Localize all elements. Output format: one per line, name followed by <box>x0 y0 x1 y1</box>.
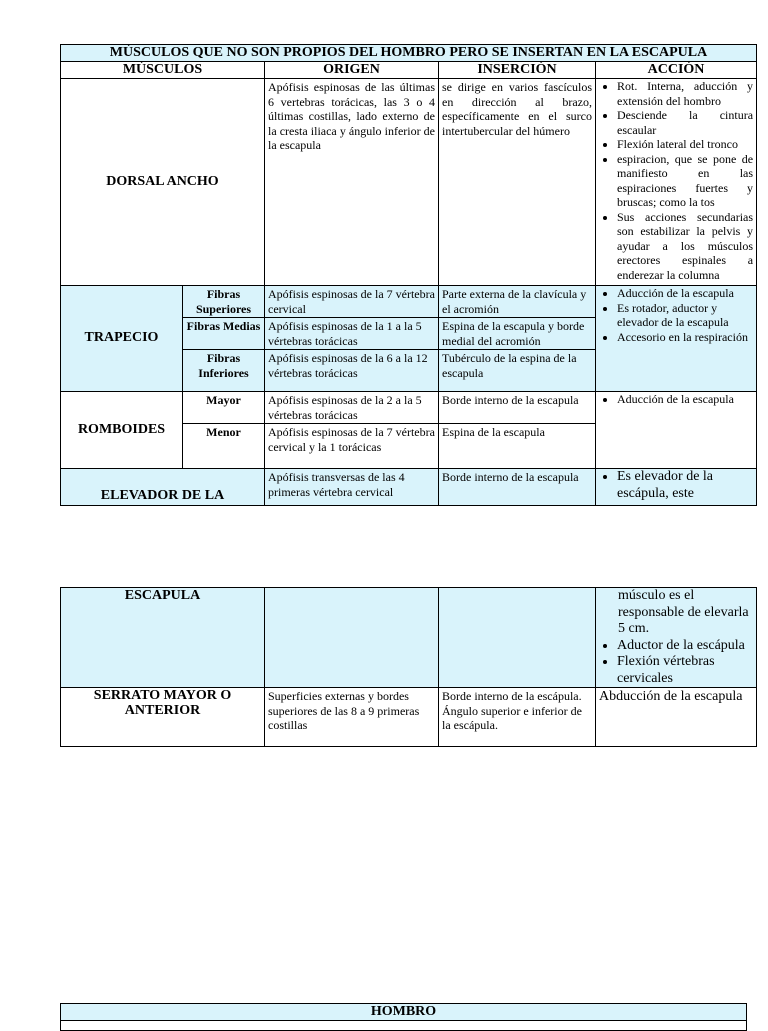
trapecio-actions <box>596 286 757 392</box>
list-item: • Aducción de la escapula <box>617 286 753 301</box>
elevador-actions-cont <box>596 588 757 688</box>
list-item: • Es rotador, aductor y elevador de la escapula <box>617 301 753 330</box>
serrato-action: Abducción de la escapula <box>596 688 757 747</box>
fiber-label: Fibras Inferiores <box>183 350 265 392</box>
muscle-elevador-cont: ESCAPULA <box>61 588 265 688</box>
hombro-title: HOMBRO <box>61 1004 747 1021</box>
list-item: • espiracion, que se pone de manifiesto en las espiraciones fuertes y bruscas; como la tos <box>617 152 753 210</box>
fiber-label: Fibras Medias <box>183 318 265 350</box>
list-item: • Es elevador de la escápula, este <box>617 469 753 502</box>
muscle-trapecio: TRAPECIO <box>61 286 183 392</box>
romboides-part-label: Menor <box>183 424 265 469</box>
fiber-insertion: Tubérculo de la espina de la escapula <box>439 350 596 392</box>
romboides-origin: Apófisis espinosas de la 7 vértebra cervical y la 1 torácicas <box>265 424 439 469</box>
muscle-dorsal-ancho: DORSAL ANCHO <box>61 79 265 286</box>
muscle-serrato: SERRATO MAYOR O ANTERIOR <box>61 688 265 747</box>
romboides-origin: Apófisis espinosas de la 2 a la 5 vértebras torácicas <box>265 392 439 424</box>
romboides-part-label: Mayor <box>183 392 265 424</box>
fiber-insertion: Espina de la escapula y borde medial del acromión <box>439 318 596 350</box>
empty-cell <box>439 588 596 688</box>
hombro-table <box>60 1003 747 1031</box>
serrato-origin: Superficies externas y bordes superiores de las 8 a 9 primeras costillas <box>265 688 439 747</box>
insertion-line: Borde interno de la escápula. <box>442 689 582 703</box>
header-insercion: INSERCIÓN <box>439 62 596 79</box>
elevador-origin: Apófisis transversas de las 4 primeras vértebra cervical <box>265 469 439 506</box>
fiber-origin: Apófisis espinosas de la 7 vértebra cervical <box>265 286 439 318</box>
romboides-insertion: Espina de la escapula <box>439 424 596 469</box>
dorsal-insertion: se dirige en varios fascículos en dirección al brazo, específicamente en el surco intertubercular del húmero <box>439 79 596 286</box>
fiber-origin: Apófisis espinosas de la 1 a la 5 vértebras torácicas <box>265 318 439 350</box>
dorsal-actions <box>596 79 757 286</box>
header-musculos: MÚSCULOS <box>61 62 265 79</box>
hombro-row <box>61 1021 747 1031</box>
list-item: • Accesorio en la respiración <box>617 330 753 345</box>
list-item: • Aductor de la escápula <box>617 638 753 655</box>
elevador-actions <box>596 469 757 506</box>
list-item: • Flexión lateral del tronco <box>617 137 753 152</box>
insertion-line: Ángulo superior e inferior de la escápula. <box>442 703 582 732</box>
action-continuation: músculo es el responsable de elevarla 5 cm. <box>618 588 749 636</box>
muscle-elevador: ELEVADOR DE LA <box>61 469 265 506</box>
muscles-table-part1 <box>60 44 757 506</box>
muscle-romboides: ROMBOIDES <box>61 392 183 469</box>
list-item: • Flexión vértebras cervicales <box>617 654 753 687</box>
header-accion: ACCIÓN <box>596 62 757 79</box>
empty-cell <box>265 588 439 688</box>
elevador-insertion: Borde interno de la escapula <box>439 469 596 506</box>
muscles-table-part2 <box>60 587 757 747</box>
header-origen: ORIGEN <box>265 62 439 79</box>
list-item: • Sus acciones secundarias son estabilizar la pelvis y ayudar a los músculos erectores espinales a enderezar la columna <box>617 210 753 283</box>
romboides-insertion: Borde interno de la escapula <box>439 392 596 424</box>
fiber-label: Fibras Superiores <box>183 286 265 318</box>
serrato-insertion <box>439 688 596 747</box>
list-item: • Rot. Interna, aducción y extensión del hombro <box>617 79 753 108</box>
dorsal-origin: Apófisis espinosas de las últimas 6 vertebras torácicas, las 3 o 4 últimas costillas, lado externo de la cresta iliaca y ángulo inferior de la escapula <box>265 79 439 286</box>
table-title: MÚSCULOS QUE NO SON PROPIOS DEL HOMBRO PERO SE INSERTAN EN LA ESCAPULA <box>61 45 757 62</box>
list-item: • Desciende la cintura escaular <box>617 108 753 137</box>
list-item: • Aducción de la escapula <box>617 392 753 407</box>
romboides-actions <box>596 392 757 469</box>
fiber-insertion: Parte externa de la clavícula y el acromión <box>439 286 596 318</box>
fiber-origin: Apófisis espinosas de la 6 a la 12 vértebras torácicas <box>265 350 439 392</box>
